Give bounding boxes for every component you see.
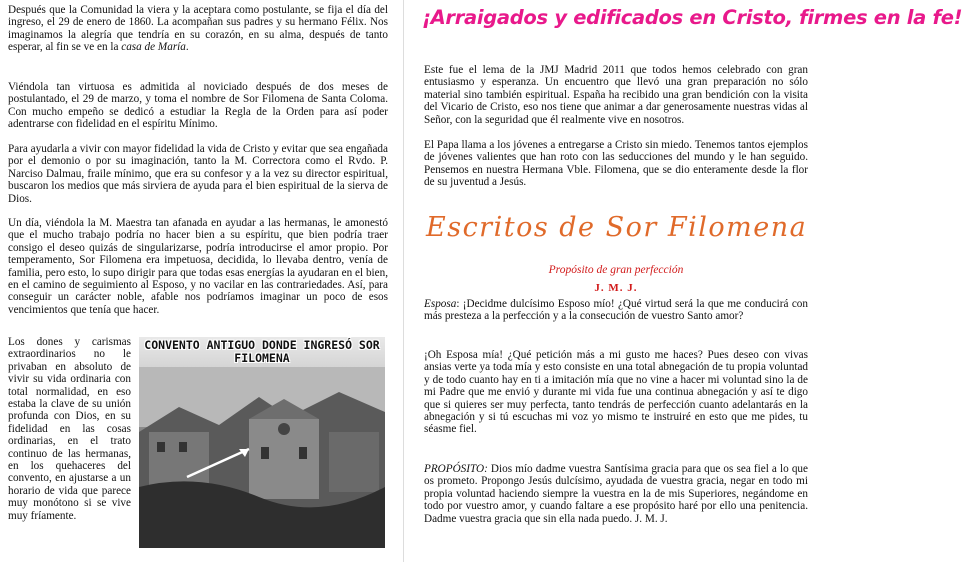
right-paragraph-1: Este fue el lema de la JMJ Madrid 2011 que todos hemos celebrado con gran entusiasmo y esperanza. Un encuentro que llevó una gran preparación no sólo material sino también espiritual. España ha recibido una gran bendición con la visita del Vicario de Cristo, eso nos tiene que animar a dar generosamente nuestras vidas al Señor, con la seguridad que él realmente vive en nosotros. bbox=[424, 64, 808, 126]
right-paragraph-2: El Papa llama a los jóvenes a entregarse a Cristo sin miedo. Tenemos tantos ejemplos de jóvenes valientes que han roto con las seducciones del mundo y le han seguido. Pensemos en nuestra Hermana Vble. Filomena, que se dio enteramente desde la flor de su juventud a Jesús. bbox=[424, 139, 808, 189]
left-paragraph-5: Los dones y carismas extraordinarios no le privaban en absoluto de vivir su vida ordinaria con total normalidad, en eso estaba la clave de su unión profunda con Dios, en su fidelidad en las cosas ordinarias, en el trato continuo de las hermanas, en los quehaceres del convento, en ajustarse a un horario de vida que parece muy monótono si se vive muy fríamente. bbox=[8, 336, 131, 522]
convent-photo-drawing bbox=[139, 337, 385, 548]
left-paragraph-3: Para ayudarla a vivir con mayor fidelidad la vida de Cristo y evitar que sea engañada por el demonio o por su imaginación, tanto la M. Correctora como el Rvdo. P. Narciso Dalmau, fraile mínimo, que era su confesor y a la vez su director espiritual, buscaron los medios que más sirviera de ayuda para el bien espiritual de la sierva de Dios. bbox=[8, 143, 388, 205]
right-paragraph-reply: ¡Oh Esposa mía! ¿Qué petición más a mi gusto me haces? Pues deseo con vivas ansias verte ya toda mía y esto consiste en una total abnegación de tu propia voluntad y de todo cuanto hay en ti a imitación mía que no vine a hacer mi voluntad sino la de mi Padre que me envió y durante mi vida fue una continua abnegación y así te digo que si quieres ser muy perfecta, tanto tendrás de perfección cuanto adelantarás en la abnegación y si tú escuchas mi voz yo mismo te instruiré en esto que me pides, tu séasme fiel. bbox=[424, 349, 808, 436]
left-paragraph-4: Un día, viéndola la M. Maestra tan afanada en ayudar a las hermanas, le amonestó que el mucho trabajo podría no hacer bien a su espíritu, que bien podría traer consigo el deseo quizás de singularizarse, podría introducirse el amor propio. Por temperamento, Sor Filomena era impetuosa, decidida, lo llevaba dentro, venía de familia, pero esto, lo supo dirigir para que todas esas energías la ayudaran en el bien, en el camino de seguimiento al Esposo, y no vacilar en las contrariedades. Así, para conseguir un carácter noble, afable nos podríamos imaginar un poco de esos vencimientos que tenía que hacer. bbox=[8, 217, 388, 316]
left-narrow-text bbox=[8, 336, 131, 522]
right-paragraph-proposito: PROPÓSITO: Dios mío dadme vuestra Santísima gracia para que os sea fiel a lo que os prometo. Propongo Jesús dulcísimo, ayudada de vuestra gracia, negar en todo mi propia voluntad haciendo siempre la vuestra en la de mis Superiores, negándome en todo por vuestro amor, y cuando faltare a ese propósito haré por ello una penitencia. Dadme vuestra gracia que sin ella nada puedo. J. M. J. bbox=[424, 463, 808, 525]
photo-caption: CONVENTO ANTIGUO DONDE INGRESÓ SOR FILOMENA bbox=[144, 338, 380, 365]
casa-de-maria: casa de María bbox=[121, 41, 186, 54]
escritos-heading: Escritos de Sor Filomena bbox=[426, 212, 808, 243]
left-paragraph-1: Después que la Comunidad la viera y la aceptara como postulante, se fija el día del ingreso, el 29 de enero de 1860. La acompañan sus padres y su hermano Félix. Nos imaginamos la alegría que tendría en su corazón, en su alma, después de tanto esperar, al fin se ve en la casa de María. bbox=[8, 4, 388, 54]
jmj-monogram: J. M. J. bbox=[594, 282, 638, 294]
right-paragraph-esposa: Esposa: ¡Decidme dulcísimo Esposo mío! ¿Qué virtud será la que me conducirá con más presteza a la perfección y a la consecución de vuestro Santo amor? bbox=[424, 298, 808, 323]
convent-photo bbox=[139, 337, 385, 548]
left-paragraph-2: Viéndola tan virtuosa es admitida al noviciado después de dos meses de postulantado, el 29 de marzo, y toma el nombre de Sor Filomena de Santa Coloma. Con mucho empeño se dedicó a estudiar la Regla de la Orden para así poder adentrarse con fidelidad en el espíritu Mínimo. bbox=[8, 81, 388, 131]
jmj-title: ¡Arraigados y edificados en Cristo, firmes en la fe! bbox=[422, 6, 962, 29]
purpose-subtitle: Propósito de gran perfección bbox=[548, 264, 684, 276]
page-divider bbox=[403, 0, 404, 562]
